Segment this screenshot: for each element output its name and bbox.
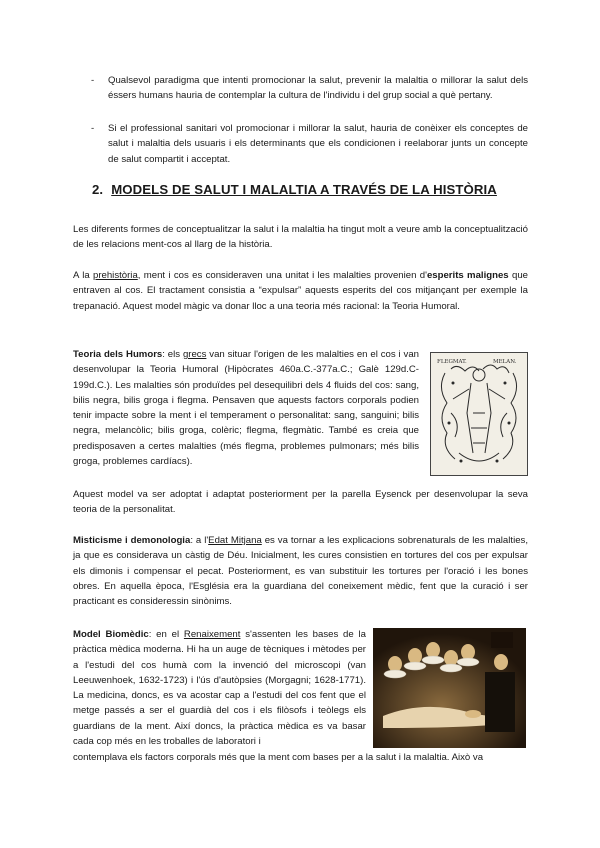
- greeks-link[interactable]: grecs: [182, 349, 207, 360]
- biomedical-paragraph: Model Biomèdic: en el Renaixement s'assenten les bases de la pràctica mèdica moderna. Hi ha un auge de tècniques i mètodes per a l'estudi del cos humà com la invenció del microscopi (van Leeuwenhoek, 1632-1723) i l'ús d'autòpsies (Morgagni; 1628-1771). La medicina, doncs, es va acostar cap a l'estudi del cos fent que el metge passés a ser el guardià del cos i els filòsofs i teòlegs els guardians de la ment. Així doncs, la pràctica mèdica es va basar cada cop més en les troballes de laboratori i: [73, 629, 366, 748]
- mysticism-paragraph: Misticisme i demonologia: a l'Edat Mitjana es va tornar a les explicacions sobrenaturals de les malalties, ja que es considerava un càstig de Déu. Inicialment, les cures consistien en tortures del cos per expulsar els dimonis i compensar el pecat. Posteriorment, es van substituir les tortures per l'oració i les bones obres. En aquella època, l'Església era la guardiana del coneixement mèdic, fent que la curació i ser practicant es consideressin sinònims.: [73, 535, 528, 608]
- humors-figure: [430, 352, 528, 476]
- figure-label-left: FLEGMAT.: [437, 359, 467, 365]
- biomedical-paragraph-continued: contemplava els factors corporals més que la ment com bases per a la salut i la malaltia. Això va: [73, 752, 484, 763]
- humors-illustration-icon: [431, 353, 527, 475]
- bullet-item-1: Qualsevol paradigma que intenti promocionar la salut, prevenir la malaltia o millorar la salut dels éssers humans hauria de contemplar la cultura de l'individu i del grup social a què pertany.: [108, 75, 528, 102]
- renaissance-link[interactable]: Renaixement: [183, 629, 241, 640]
- anatomy-lesson-painting: [373, 628, 526, 748]
- bullet-item-2: Si el professional sanitari vol promocionar i millorar la salut, hauria de conèixer els conceptes de salut i malaltia dels usuaris i els determinants que els condicionen i reelaborar junts un concepte de salut compartit i acceptat.: [108, 123, 528, 165]
- middle-ages-link[interactable]: Edat Mitjana: [208, 535, 262, 546]
- humors-paragraph: Teoria dels Humors: els grecs van situar l'origen de les malalties en el cos i van desenvolupar la Teoria Humoral (Hipòcrates 460a.C.-377a.C.; Galè 129d.C-199d.C.). Les malalties són produïdes pel desequilibri dels 4 fluids del cos: sang, bilis negra, bilis groga i flegma. Pensaven que aquests factors corporals podien tenir impacte sobre la ment i el temperament o personalitat: sang, sanguini; bilis negra, melancòlic; bilis groga, colèric; flegma, flegmàtic. També es creia que predisposaven a certes malalties (més flegma, problemes pulmonars; més bilis groga, problemes cardíacs).: [73, 349, 419, 468]
- humors-label: Teoria dels Humors: [73, 349, 163, 360]
- eysenck-paragraph: Aquest model va ser adoptat i adaptat posteriorment per la parella Eysenck per desenvolupar la seva teoria de la personalitat.: [73, 489, 528, 516]
- mysticism-label: Misticisme i demonologia: [73, 535, 191, 546]
- section-number: 2.: [92, 182, 104, 197]
- intro-paragraph: Les diferents formes de conceptualitzar la salut i la malaltia ha tingut molt a veure amb la conceptualització de les relacions ment-cos al llarg de la història.: [73, 224, 528, 251]
- section-title: MODELS DE SALUT I MALALTIA A TRAVÉS DE LA HISTÒRIA: [111, 182, 497, 197]
- bullet-mark: -: [91, 75, 95, 86]
- bullet-mark: -: [91, 123, 95, 134]
- prehistory-paragraph: A la prehistòria, ment i cos es consideraven una unitat i les malalties provenien d'esperits malignes que entraven al cos. El tractament consistia a “expulsar” aquests esperits del cos mitjançant per exemple la trepanació. Aquest model màgic va donar lloc a una teoria més racional: la Teoria Humoral.: [73, 270, 528, 312]
- evil-spirits-term: esperits malignes: [426, 270, 509, 281]
- figure-label-right: MELAN.: [493, 359, 517, 365]
- biomedical-label: Model Biomèdic: [73, 629, 149, 640]
- prehistory-link[interactable]: prehistòria: [92, 270, 138, 281]
- painting-icon: [373, 628, 526, 748]
- section-heading: [92, 182, 497, 197]
